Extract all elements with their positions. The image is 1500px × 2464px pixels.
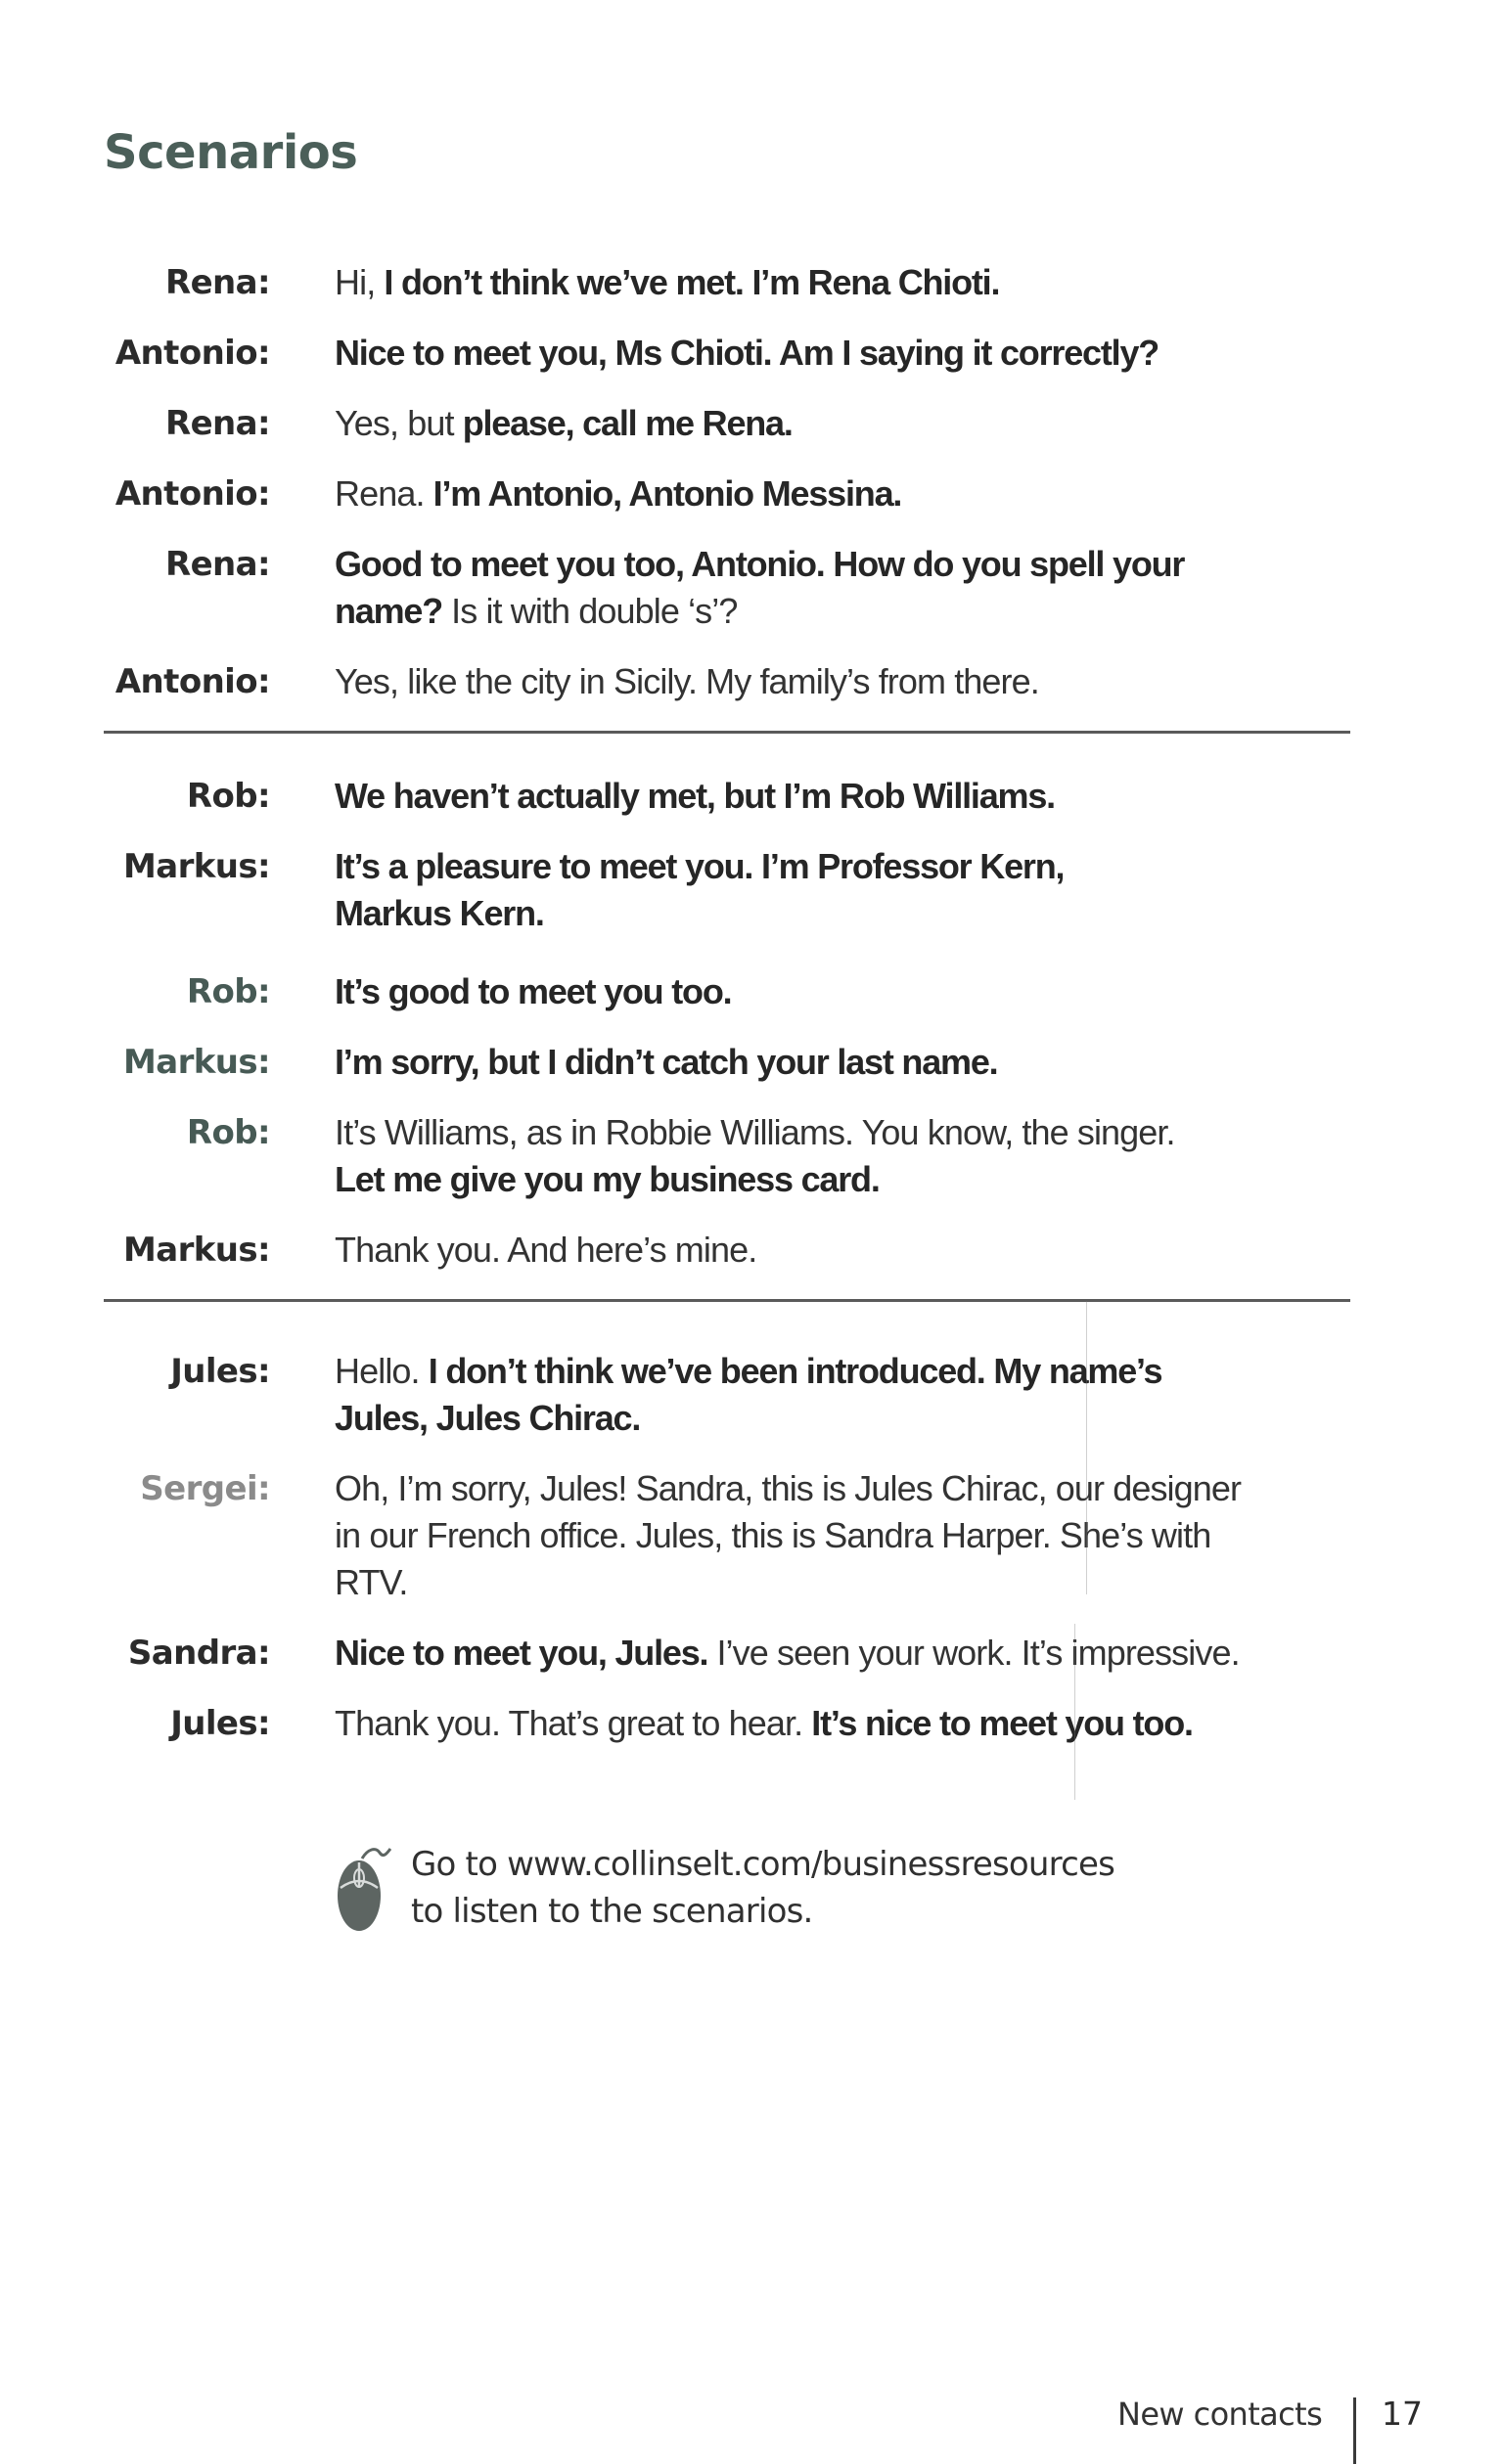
speech-text bbox=[335, 470, 901, 517]
speaker-label: Antonio: bbox=[114, 474, 270, 514]
speech-text bbox=[335, 259, 999, 306]
page-number: 17 bbox=[1382, 2395, 1423, 2433]
speaker-label: Rena: bbox=[165, 404, 270, 443]
speech-fragment: Hi, bbox=[335, 262, 385, 302]
speech-line bbox=[335, 1039, 997, 1086]
speech-line bbox=[335, 843, 1064, 890]
key-phrase: Markus Kern. bbox=[335, 893, 544, 933]
key-phrase: Jules, Jules Chirac. bbox=[335, 1398, 641, 1438]
speaker-label: Markus: bbox=[123, 1231, 270, 1270]
speech-line bbox=[335, 259, 999, 306]
speech-line bbox=[335, 1465, 1241, 1512]
speech-fragment: Rena. bbox=[335, 473, 433, 514]
key-phrase: I’m sorry, but I didn’t catch your last name. bbox=[335, 1042, 998, 1082]
speaker-label: Antonio: bbox=[114, 334, 270, 373]
section-name: New contacts bbox=[1117, 2396, 1323, 2433]
speech-line bbox=[335, 1109, 1175, 1156]
speech-fragment: Oh, I’m sorry, Jules! Sandra, this is Jules Chirac, our designer bbox=[335, 1468, 1242, 1508]
scan-artifact bbox=[1074, 1624, 1075, 1800]
speech-text bbox=[335, 1227, 756, 1274]
key-phrase: Let me give you my business card. bbox=[335, 1159, 880, 1199]
speech-text bbox=[335, 658, 1039, 705]
speech-fragment: Yes, like the city in Sicily. My family’s from there. bbox=[335, 661, 1039, 701]
speaker-label: Rena: bbox=[165, 545, 270, 584]
resource-link-line: Go to www.collinselt.com/businessresources bbox=[411, 1845, 1115, 1884]
key-phrase: Good to meet you too, Antonio. How do you spell your bbox=[335, 544, 1185, 584]
speaker-label: Jules: bbox=[170, 1704, 270, 1743]
computer-mouse-icon bbox=[335, 1845, 391, 1935]
speech-line bbox=[335, 1700, 1193, 1747]
speaker-label: Antonio: bbox=[114, 662, 270, 701]
speech-fragment: RTV. bbox=[335, 1562, 408, 1602]
page-title: Scenarios bbox=[104, 125, 358, 180]
speech-text bbox=[335, 400, 793, 447]
speech-fragment: Yes, but bbox=[335, 403, 463, 443]
key-phrase: Nice to meet you, Jules. bbox=[335, 1633, 708, 1673]
speech-fragment: in our French office. Jules, this is Sandra Harper. She’s with bbox=[335, 1515, 1211, 1555]
speaker-label: Markus: bbox=[123, 1043, 270, 1082]
speech-line bbox=[335, 330, 1159, 377]
speech-fragment: Thank you. And here’s mine. bbox=[335, 1230, 757, 1270]
speaker-label: Markus: bbox=[123, 847, 270, 886]
key-phrase: I’m Antonio, Antonio Messina. bbox=[432, 473, 902, 514]
speech-line bbox=[335, 1630, 1240, 1677]
speaker-label: Sandra: bbox=[127, 1634, 270, 1673]
speech-text bbox=[335, 1039, 997, 1086]
listen-online-text bbox=[411, 1841, 1114, 1935]
speech-line bbox=[335, 541, 1184, 588]
speaker-label: Rob: bbox=[186, 1113, 270, 1152]
speech-line bbox=[335, 1348, 1161, 1395]
speech-fragment: Thank you. That’s great to hear. bbox=[335, 1703, 812, 1743]
speech-line bbox=[335, 968, 731, 1015]
key-phrase: We haven’t actually met, but I’m Rob Williams. bbox=[335, 776, 1055, 816]
speech-text bbox=[335, 843, 1064, 937]
key-phrase: name? bbox=[335, 591, 443, 631]
speech-line bbox=[335, 890, 1064, 937]
speaker-label: Rob: bbox=[186, 777, 270, 816]
speaker-label: Jules: bbox=[170, 1352, 270, 1391]
key-phrase: I don’t think we’ve met. I’m Rena Chioti. bbox=[384, 262, 1000, 302]
speech-fragment: Hello. bbox=[335, 1351, 429, 1391]
key-phrase: It’s nice to meet you too. bbox=[811, 1703, 1193, 1743]
speech-line bbox=[335, 1512, 1241, 1559]
speaker-label: Rob: bbox=[186, 972, 270, 1011]
speech-line bbox=[335, 1395, 1161, 1442]
speech-text bbox=[335, 1700, 1193, 1747]
speaker-label: Sergei: bbox=[140, 1469, 270, 1508]
scenario-divider bbox=[104, 731, 1350, 734]
speech-line bbox=[335, 1227, 756, 1274]
speech-line bbox=[335, 1559, 1241, 1606]
speech-text bbox=[335, 773, 1055, 820]
speech-text bbox=[335, 330, 1159, 377]
speech-text bbox=[335, 541, 1184, 635]
speech-line bbox=[335, 773, 1055, 820]
speech-line bbox=[335, 1156, 1175, 1203]
scan-artifact bbox=[1086, 1301, 1087, 1594]
key-phrase: It’s a pleasure to meet you. I’m Professor Kern, bbox=[335, 846, 1065, 886]
speech-line bbox=[335, 400, 793, 447]
footer-divider bbox=[1353, 2397, 1356, 2464]
key-phrase: I don’t think we’ve been introduced. My name’s bbox=[428, 1351, 1162, 1391]
speech-text bbox=[335, 968, 731, 1015]
scenario-divider bbox=[104, 1299, 1350, 1302]
speech-text bbox=[335, 1465, 1241, 1606]
speaker-label: Rena: bbox=[165, 263, 270, 302]
listen-online-note bbox=[335, 1841, 1215, 1939]
speech-text bbox=[335, 1348, 1161, 1442]
speech-line bbox=[335, 470, 901, 517]
speech-text bbox=[335, 1109, 1175, 1203]
speech-fragment: It’s Williams, as in Robbie Williams. You know, the singer. bbox=[335, 1112, 1175, 1152]
speech-text bbox=[335, 1630, 1240, 1677]
key-phrase: Nice to meet you, Ms Chioti. Am I saying it correctly? bbox=[335, 333, 1159, 373]
speech-fragment: Is it with double ‘s’? bbox=[442, 591, 738, 631]
speech-fragment: I’ve seen your work. It’s impressive. bbox=[707, 1633, 1240, 1673]
key-phrase: It’s good to meet you too. bbox=[335, 971, 732, 1011]
resource-instruction-line: to listen to the scenarios. bbox=[411, 1892, 813, 1931]
key-phrase: please, call me Rena. bbox=[462, 403, 793, 443]
speech-line bbox=[335, 658, 1039, 705]
speech-line bbox=[335, 588, 1184, 635]
